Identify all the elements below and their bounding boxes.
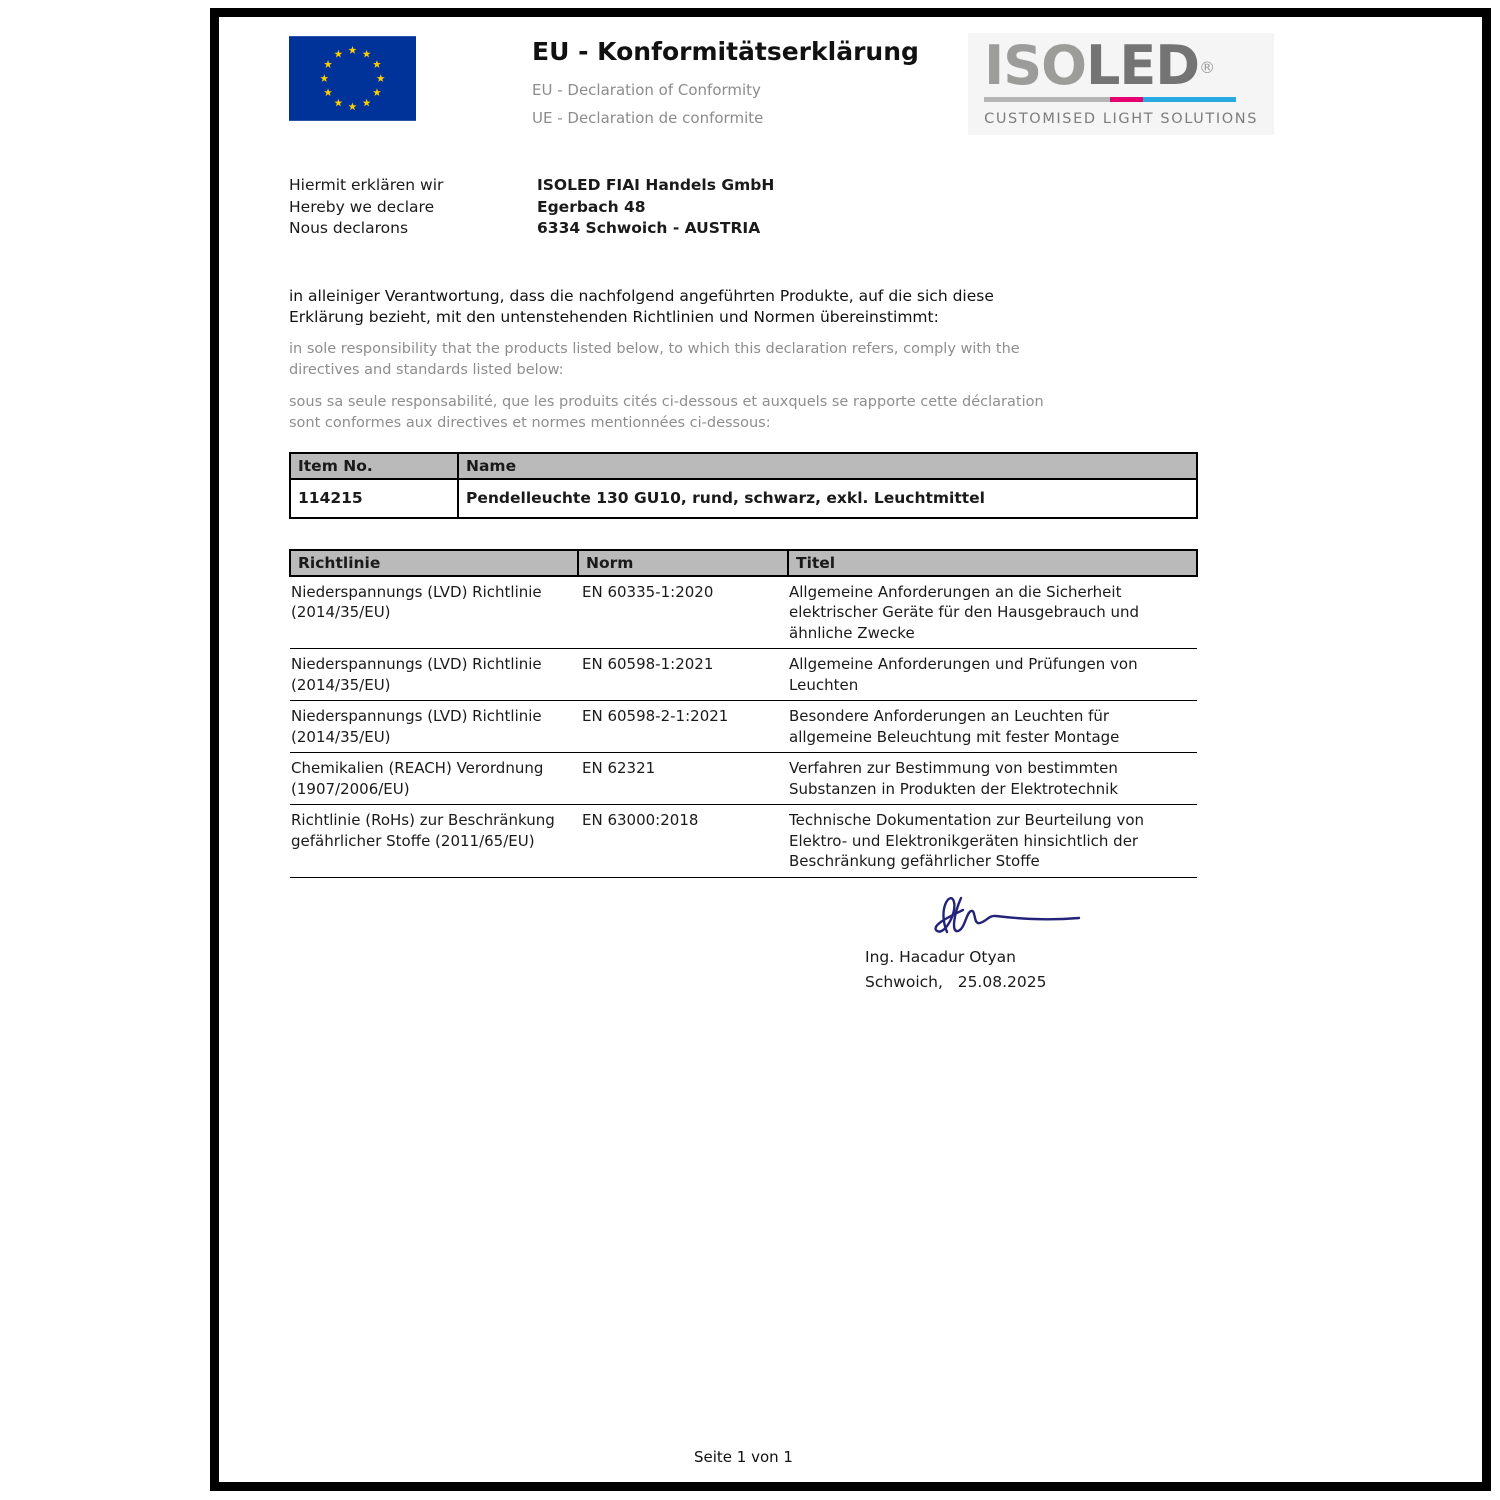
item-table [289, 452, 1198, 519]
logo-underline [984, 97, 1236, 102]
signature-block [865, 886, 1205, 991]
directive-row [290, 753, 1197, 805]
richtlinie-cell: Niederspannungs (LVD) Richtlinie (2014/35/EU) [290, 701, 578, 753]
company-city: 6334 Schwoich - AUSTRIA [537, 219, 761, 237]
declarant-labels [289, 175, 537, 240]
signature-place-date: Schwoich, 25.08.2025 [865, 972, 1047, 991]
item-table-header-row [290, 453, 1197, 479]
declarant-label-de: Hiermit erklären wir [289, 176, 444, 194]
logo-tagline: CUSTOMISED LIGHT SOLUTIONS [984, 111, 1258, 127]
scan-border-frame [210, 8, 1491, 1491]
signature-image [901, 886, 1131, 944]
logo-text-led: LED [1086, 34, 1200, 97]
declarant-label-en: Hereby we declare [289, 197, 435, 216]
titel-cell: Allgemeine Anforderungen an die Sicherheit elektrischer Geräte für den Hausgebrauch und ähnliche Zwecke [788, 576, 1197, 649]
richtlinie-cell: Chemikalien (REACH) Verordnung (1907/2006/EU) [290, 753, 578, 805]
directive-row [290, 805, 1197, 878]
richtlinie-cell: Niederspannungs (LVD) Richtlinie (2014/35/EU) [290, 576, 578, 649]
logo-text-iso: ISO [984, 34, 1086, 97]
eu-flag-icon [289, 35, 416, 122]
declaration-statement [289, 286, 1064, 435]
richtlinie-cell: Richtlinie (RoHs) zur Beschränkung gefährlicher Stoffe (2011/65/EU) [290, 805, 578, 878]
titel-cell: Verfahren zur Bestimmung von bestimmten Substanzen in Produkten der Elektrotechnik [788, 753, 1197, 805]
norm-cell: EN 63000:2018 [578, 805, 788, 878]
statement-french: sous sa seule responsabilité, que les produits cités ci-dessous et auxquels se rapporte cette déclaration sont conformes aux directives et normes mentionnées ci-dessous: [289, 393, 1044, 431]
norm-cell: EN 62321 [578, 753, 788, 805]
logo-underline-pink-segment [1110, 97, 1143, 102]
directive-table-header-titel: Titel [788, 550, 1197, 576]
logo-registered-mark: ® [1199, 58, 1215, 77]
item-name-cell: Pendelleuchte 130 GU10, rund, schwarz, exkl. Leuchtmittel [458, 479, 1197, 518]
directive-row [290, 649, 1197, 701]
company-name: ISOLED FIAI Handels GmbH [537, 176, 775, 194]
directive-table [289, 549, 1198, 878]
titel-cell: Allgemeine Anforderungen und Prüfungen von Leuchten [788, 649, 1197, 701]
title-block [532, 37, 919, 127]
isoled-logo [968, 33, 1274, 135]
titel-cell: Besondere Anforderungen an Leuchten für allgemeine Beleuchtung mit fester Montage [788, 701, 1197, 753]
signer-name: Ing. Hacadur Otyan [865, 947, 1016, 966]
document-subtitle-en: EU - Declaration of Conformity [532, 81, 761, 99]
logo-underline-gray-segment [984, 97, 1110, 102]
company-street: Egerbach 48 [537, 197, 646, 216]
titel-cell: Technische Dokumentation zur Beurteilung von Elektro- und Elektronikgeräten hinsichtlich der Beschränkung gefährlicher Stoffe [788, 805, 1197, 878]
richtlinie-cell: Niederspannungs (LVD) Richtlinie (2014/35/EU) [290, 649, 578, 701]
logo-wordmark [984, 34, 1258, 97]
directive-row [290, 701, 1197, 753]
norm-cell: EN 60335-1:2020 [578, 576, 788, 649]
item-table-header-name: Name [458, 453, 1197, 479]
norm-cell: EN 60598-1:2021 [578, 649, 788, 701]
directive-table-header-row [290, 550, 1197, 576]
statement-german: in alleiniger Verantwortung, dass die nachfolgend angeführten Produkte, auf die sich diese Erklärung bezieht, mit den untenstehenden Richtlinien und Normen übereinstimmt: [289, 286, 994, 326]
directive-table-header-norm: Norm [578, 550, 788, 576]
item-number-cell: 114215 [290, 479, 458, 518]
declarant-section [289, 175, 1442, 240]
item-table-header-itemno: Item No. [290, 453, 458, 479]
company-address [537, 175, 774, 240]
document-page [219, 17, 1482, 1482]
norm-cell: EN 60598-2-1:2021 [578, 701, 788, 753]
item-table-row [290, 479, 1197, 518]
document-title: EU - Konformitätserklärung [532, 37, 919, 66]
declarant-label-fr: Nous declarons [289, 219, 409, 237]
document-subtitle-fr: UE - Declaration de conformite [532, 109, 764, 127]
page-number: Seite 1 von 1 [694, 1448, 793, 1466]
statement-english: in sole responsibility that the products listed below, to which this declaration refers, comply with the directives and standards listed below: [289, 340, 1020, 378]
logo-underline-blue-segment [1143, 97, 1236, 102]
directive-table-header-richtlinie: Richtlinie [290, 550, 578, 576]
directive-row [290, 576, 1197, 649]
document-header [289, 33, 1274, 135]
